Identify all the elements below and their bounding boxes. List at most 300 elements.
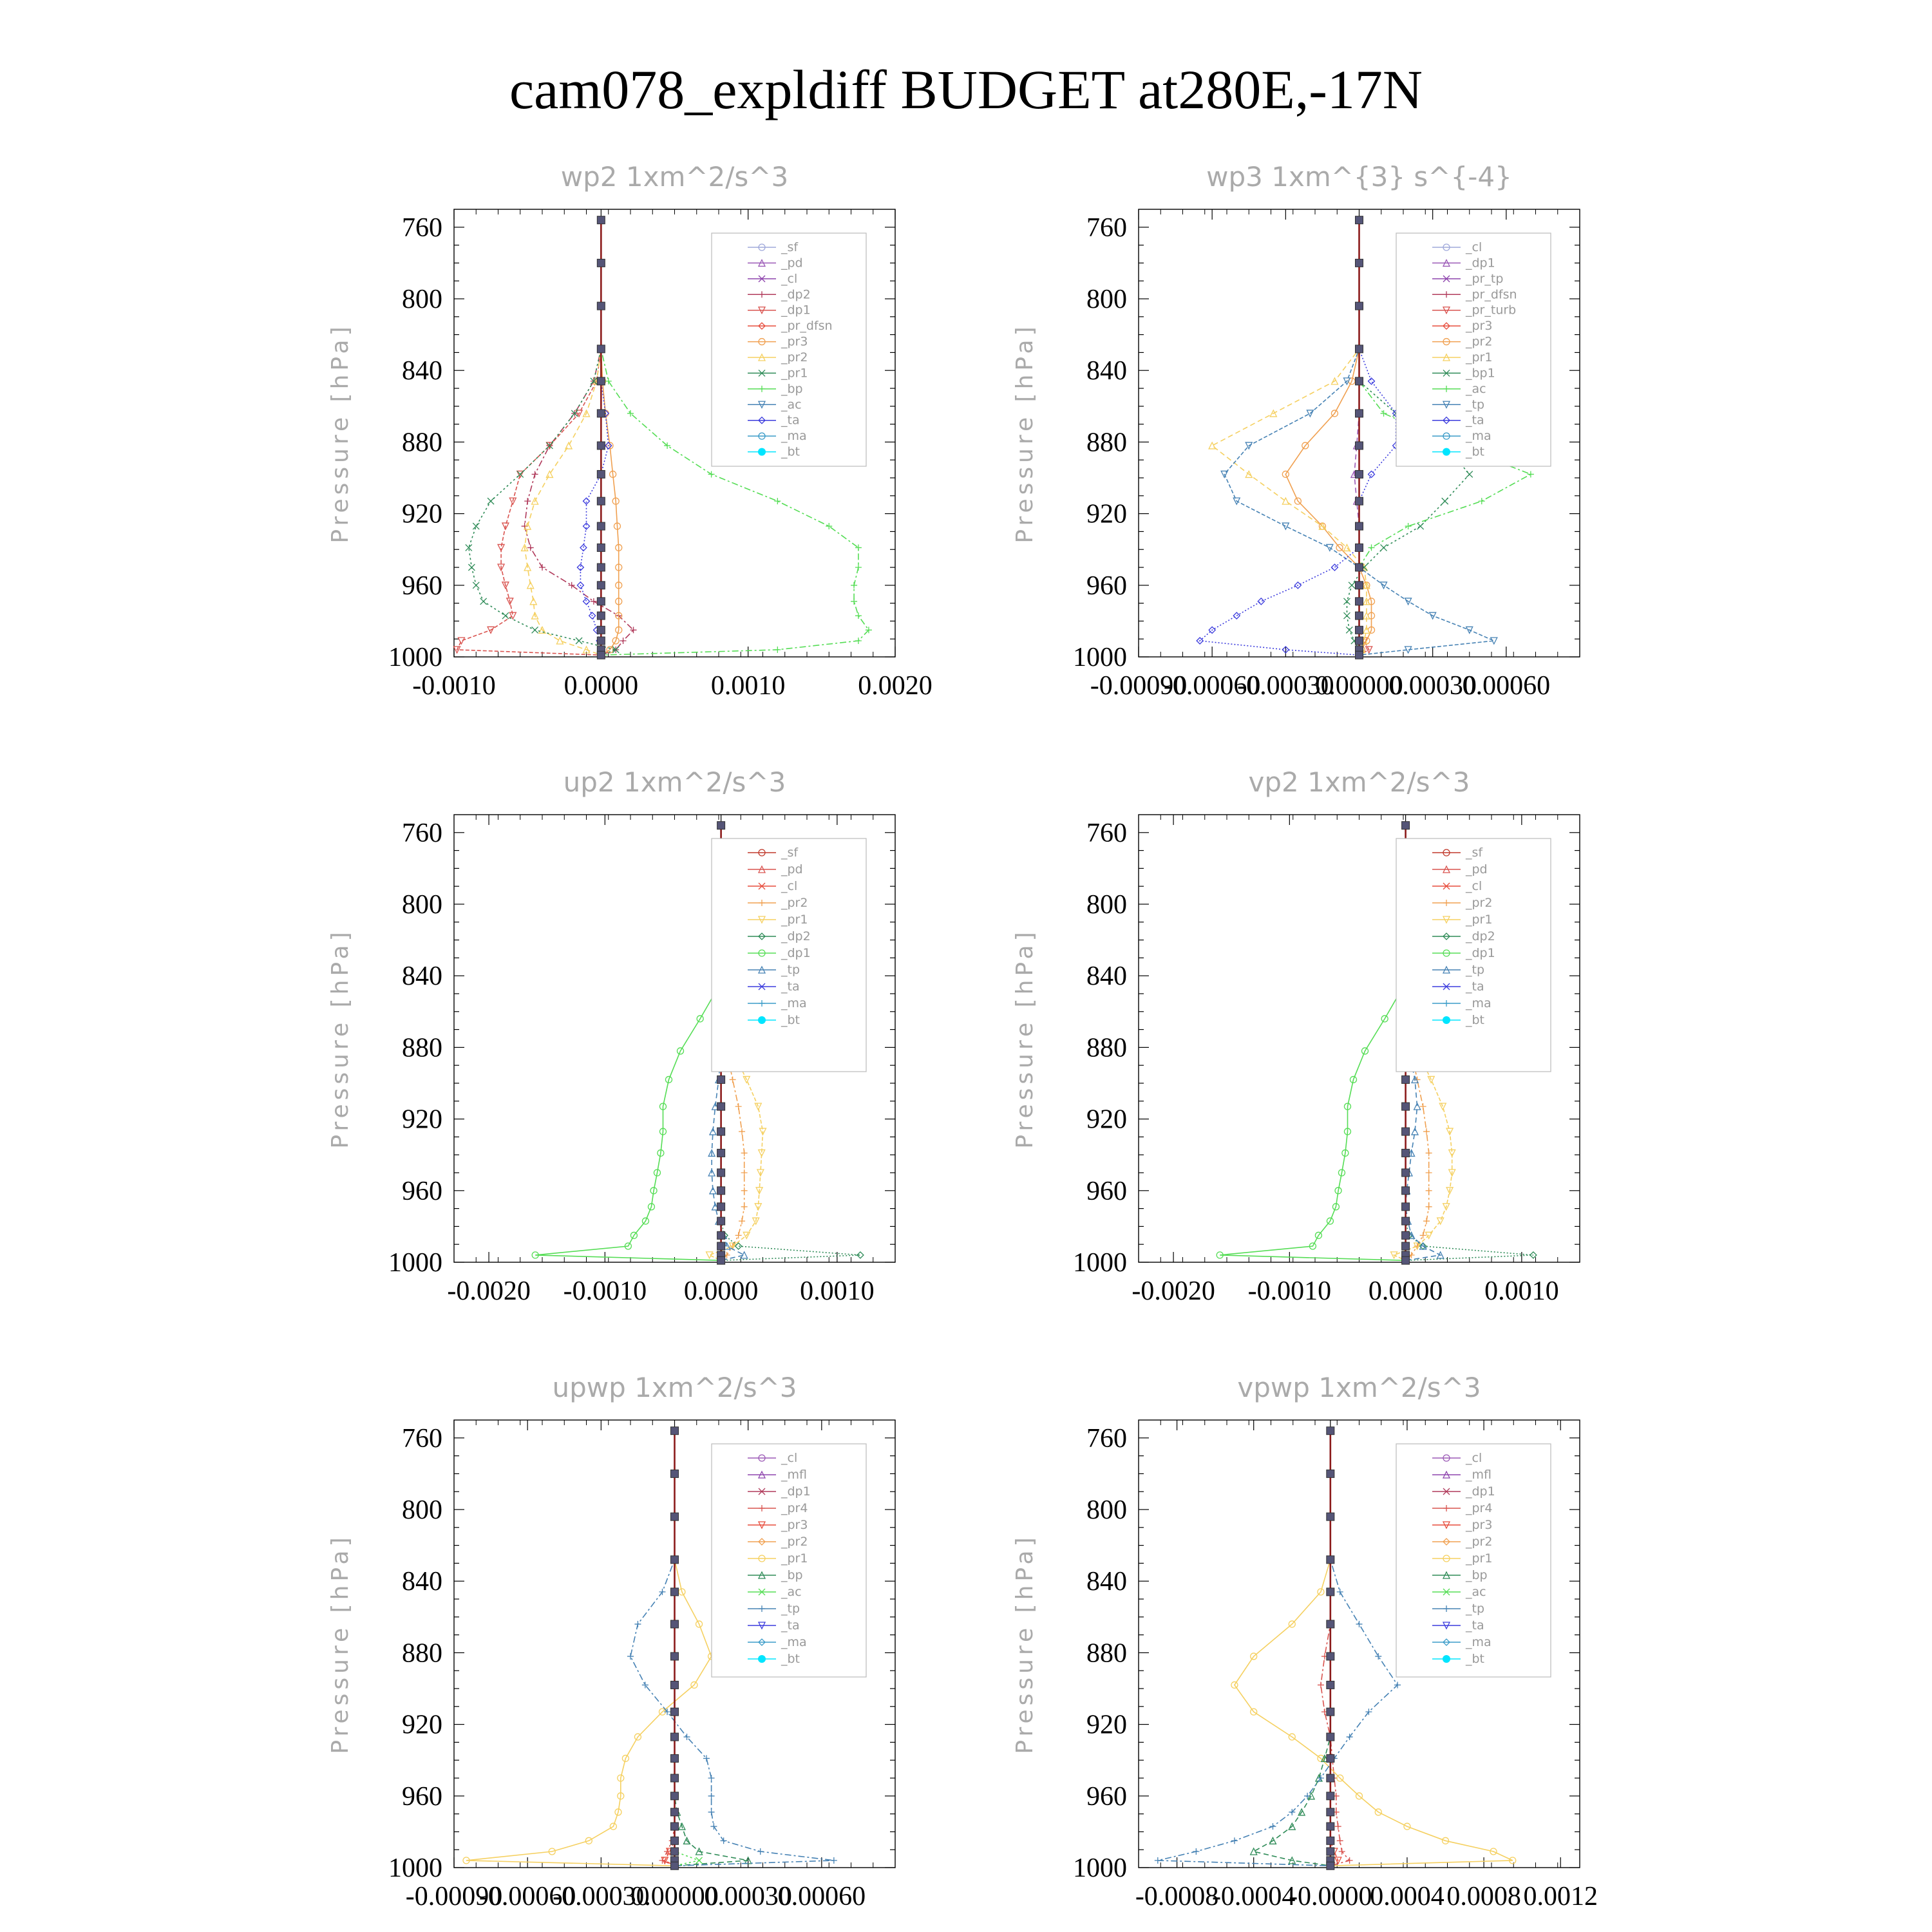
zero-marker bbox=[1356, 259, 1363, 267]
x-tick-label: -0.00090 bbox=[405, 1882, 503, 1911]
zero-marker bbox=[717, 1187, 725, 1195]
data-point bbox=[1349, 582, 1355, 589]
chart-panel-2 bbox=[1012, 161, 1580, 701]
x-tick-label: 0.00000 bbox=[1315, 671, 1403, 701]
x-tick-label: 0.00060 bbox=[1462, 671, 1551, 701]
y-tick-label: 880 bbox=[402, 1638, 442, 1669]
data-point bbox=[708, 1809, 715, 1815]
x-tick-label: -0.0010 bbox=[563, 1276, 647, 1306]
legend-label: _pr4 bbox=[1466, 1501, 1493, 1515]
zero-marker bbox=[597, 497, 605, 505]
data-point bbox=[627, 1653, 634, 1660]
y-axis-label: Pressure [hPa] bbox=[327, 323, 354, 544]
y-tick-label: 840 bbox=[402, 356, 442, 386]
y-tick-label: 840 bbox=[1086, 356, 1127, 386]
data-point bbox=[741, 1188, 748, 1194]
data-point bbox=[1420, 1232, 1426, 1238]
legend-label: _pr2 bbox=[781, 350, 808, 365]
legend-label: _pr2 bbox=[781, 1535, 808, 1549]
data-point bbox=[696, 1857, 703, 1864]
data-point bbox=[583, 598, 590, 605]
y-tick-label: 920 bbox=[402, 1104, 442, 1135]
y-tick-label: 960 bbox=[1086, 1176, 1127, 1206]
zero-marker bbox=[1402, 1231, 1410, 1239]
zero-marker bbox=[1327, 1556, 1334, 1564]
legend-label: _cl bbox=[781, 271, 798, 286]
legend-marker bbox=[758, 448, 766, 456]
data-point bbox=[735, 1243, 742, 1249]
legend-label: _cl bbox=[781, 879, 798, 893]
legend-label: _pr2 bbox=[1466, 1535, 1493, 1549]
zero-marker bbox=[597, 612, 605, 620]
y-tick-label: 920 bbox=[1086, 499, 1127, 529]
zero-marker bbox=[1327, 1620, 1334, 1628]
legend-label: _pr1 bbox=[1466, 350, 1493, 365]
zero-marker bbox=[717, 1103, 725, 1110]
data-point bbox=[1442, 498, 1448, 504]
legend-label: _pr_tp bbox=[1466, 271, 1504, 286]
zero-marker bbox=[671, 1848, 679, 1855]
zero-marker bbox=[1327, 1808, 1334, 1816]
legend-label: _pr3 bbox=[1466, 1518, 1493, 1532]
y-tick-label: 840 bbox=[1086, 1567, 1127, 1597]
x-tick-label: 0.0020 bbox=[858, 671, 933, 701]
zero-marker bbox=[597, 564, 605, 571]
y-tick-label: 880 bbox=[1086, 1638, 1127, 1669]
zero-marker bbox=[1356, 544, 1363, 551]
series-tp bbox=[1155, 1428, 1401, 1870]
data-point bbox=[539, 564, 545, 571]
data-point bbox=[1368, 378, 1375, 384]
legend-label: _ma bbox=[781, 429, 807, 444]
zero-marker bbox=[671, 1513, 679, 1520]
data-point bbox=[1479, 498, 1485, 504]
series-pr2 bbox=[1282, 217, 1374, 659]
series-line bbox=[469, 220, 616, 656]
zero-marker bbox=[597, 582, 605, 589]
zero-marker bbox=[597, 637, 605, 645]
data-point bbox=[855, 564, 862, 571]
legend-marker bbox=[1443, 1016, 1450, 1024]
y-tick-label: 960 bbox=[402, 1176, 442, 1206]
zero-marker bbox=[671, 1470, 679, 1477]
data-point bbox=[1269, 1823, 1276, 1830]
zero-marker bbox=[1327, 1848, 1334, 1855]
legend-label: _bt bbox=[1466, 1652, 1485, 1666]
data-point bbox=[1318, 1681, 1324, 1688]
x-tick-label: 0.0012 bbox=[1523, 1882, 1598, 1911]
legend-label: _tp bbox=[781, 963, 800, 977]
y-tick-label: 800 bbox=[402, 1495, 442, 1525]
zero-marker bbox=[1327, 1681, 1334, 1689]
y-tick-label: 760 bbox=[402, 213, 442, 243]
zero-marker bbox=[1356, 302, 1363, 310]
zero-marker bbox=[717, 1169, 725, 1177]
legend-label: _bp bbox=[1466, 1568, 1488, 1582]
zero-marker bbox=[597, 626, 605, 634]
x-tick-label: 0.00030 bbox=[1388, 671, 1477, 701]
x-tick-label: 0.0000 bbox=[564, 671, 639, 701]
zero-marker bbox=[597, 216, 605, 224]
y-tick-label: 880 bbox=[1086, 1033, 1127, 1063]
data-point bbox=[1466, 471, 1473, 477]
series-line bbox=[663, 1431, 675, 1866]
zero-marker bbox=[671, 1774, 679, 1782]
legend-marker bbox=[758, 1016, 766, 1024]
data-point bbox=[517, 471, 524, 477]
legend-label: _tp bbox=[781, 1602, 800, 1616]
legend-label: _bt bbox=[781, 1652, 800, 1666]
data-point bbox=[1258, 598, 1264, 605]
data-point bbox=[1331, 564, 1338, 571]
zero-marker bbox=[1356, 216, 1363, 224]
zero-marker bbox=[1327, 1792, 1334, 1800]
data-point bbox=[1405, 523, 1412, 529]
data-point bbox=[1343, 598, 1350, 605]
series-pr1 bbox=[466, 217, 619, 659]
panel-title: vpwp 1xm^2/s^3 bbox=[1237, 1372, 1481, 1403]
legend-label: _ac bbox=[1466, 1585, 1486, 1599]
x-tick-label: 0.0010 bbox=[800, 1276, 875, 1306]
legend-label: _dp2 bbox=[1466, 929, 1495, 943]
y-tick-label: 960 bbox=[1086, 571, 1127, 601]
zero-marker bbox=[671, 1653, 679, 1660]
data-point bbox=[735, 1232, 742, 1238]
data-point bbox=[774, 647, 781, 653]
series-line bbox=[675, 1431, 699, 1866]
legend-label: _bt bbox=[781, 1013, 800, 1027]
y-tick-label: 880 bbox=[402, 428, 442, 458]
zero-marker bbox=[671, 1808, 679, 1816]
data-point bbox=[1337, 1589, 1343, 1595]
data-point bbox=[1426, 1150, 1432, 1156]
series-dp1 bbox=[454, 217, 605, 659]
data-point bbox=[1356, 1621, 1363, 1627]
data-point bbox=[741, 1150, 748, 1156]
y-tick-label: 920 bbox=[1086, 1710, 1127, 1740]
data-point bbox=[741, 1204, 748, 1210]
data-point bbox=[468, 564, 475, 571]
series-line bbox=[525, 220, 601, 656]
legend bbox=[712, 1444, 866, 1677]
legend-label: _sf bbox=[781, 240, 799, 254]
legend-label: _pr4 bbox=[781, 1501, 808, 1515]
legend-label: _pr3 bbox=[781, 1518, 808, 1532]
legend-label: _ta bbox=[781, 980, 800, 994]
zero-marker bbox=[717, 1075, 725, 1083]
zero-marker bbox=[1356, 598, 1363, 605]
legend-label: _ma bbox=[781, 1635, 807, 1649]
zero-marker bbox=[1327, 1427, 1334, 1435]
data-point bbox=[708, 1793, 715, 1799]
y-tick-label: 840 bbox=[402, 1567, 442, 1597]
data-point bbox=[710, 1823, 717, 1830]
zero-marker bbox=[1327, 1733, 1334, 1741]
series-line bbox=[525, 220, 634, 656]
legend bbox=[712, 233, 866, 466]
data-point bbox=[1335, 1823, 1341, 1830]
data-point bbox=[1339, 1848, 1345, 1855]
legend-label: _mfl bbox=[1466, 1468, 1492, 1482]
series-line bbox=[1200, 220, 1396, 656]
zero-marker bbox=[1327, 1708, 1334, 1716]
legend-label: _pr_turb bbox=[1466, 303, 1517, 317]
y-tick-label: 1000 bbox=[388, 643, 442, 672]
data-point bbox=[1337, 1837, 1343, 1844]
zero-marker bbox=[717, 1203, 725, 1211]
zero-marker bbox=[1327, 1823, 1334, 1830]
y-tick-label: 760 bbox=[1086, 1423, 1127, 1454]
data-point bbox=[532, 471, 538, 477]
y-tick-label: 800 bbox=[1086, 285, 1127, 314]
zero-marker bbox=[671, 1620, 679, 1628]
data-point bbox=[831, 1857, 837, 1864]
series-line bbox=[1220, 826, 1405, 1261]
series-line bbox=[535, 826, 721, 1261]
data-point bbox=[1231, 1837, 1238, 1844]
y-axis-label: Pressure [hPa] bbox=[1012, 928, 1038, 1149]
zero-marker bbox=[717, 1242, 725, 1250]
zero-marker bbox=[717, 1256, 725, 1264]
series-line bbox=[601, 220, 618, 656]
series-ta bbox=[577, 217, 611, 659]
zero-marker bbox=[717, 1217, 725, 1225]
x-tick-label: -0.00060 bbox=[478, 1882, 576, 1911]
data-point bbox=[1426, 1188, 1432, 1194]
zero-marker bbox=[1402, 1256, 1410, 1264]
zero-marker bbox=[671, 1754, 679, 1762]
data-point bbox=[1426, 1170, 1432, 1176]
data-point bbox=[1426, 1204, 1432, 1210]
x-tick-label: 0.00030 bbox=[704, 1882, 792, 1911]
x-tick-label: -0.0020 bbox=[447, 1276, 531, 1306]
legend-label: _dp1 bbox=[781, 946, 811, 960]
legend-label: _ta bbox=[781, 413, 800, 428]
data-point bbox=[583, 498, 590, 504]
x-tick-label: -0.00090 bbox=[1090, 671, 1188, 701]
y-tick-label: 880 bbox=[402, 1033, 442, 1063]
y-axis-label: Pressure [hPa] bbox=[1012, 323, 1038, 544]
panel-title: up2 1xm^2/s^3 bbox=[563, 766, 786, 798]
data-point bbox=[1420, 1103, 1426, 1110]
data-point bbox=[1381, 544, 1387, 551]
data-point bbox=[721, 1837, 727, 1844]
data-point bbox=[1347, 1857, 1353, 1864]
series-line bbox=[1212, 220, 1367, 656]
zero-marker bbox=[1402, 1128, 1410, 1135]
data-point bbox=[708, 1775, 715, 1781]
panel-title: wp2 1xm^2/s^3 bbox=[560, 161, 789, 193]
data-point bbox=[739, 1218, 745, 1224]
zero-marker bbox=[1402, 1103, 1410, 1110]
series-line bbox=[1158, 1431, 1397, 1866]
y-tick-label: 960 bbox=[402, 1781, 442, 1812]
legend-label: _pr_dfsn bbox=[1466, 287, 1517, 302]
zero-marker bbox=[1356, 582, 1363, 589]
zero-marker bbox=[1356, 651, 1363, 659]
zero-marker bbox=[597, 544, 605, 551]
x-tick-label: -0.0020 bbox=[1132, 1276, 1215, 1306]
y-axis-label: Pressure [hPa] bbox=[1012, 1533, 1038, 1754]
zero-marker bbox=[671, 1556, 679, 1564]
chart-panel-3 bbox=[327, 766, 895, 1306]
legend-label: _dp1 bbox=[1466, 946, 1495, 960]
y-tick-label: 840 bbox=[1086, 961, 1127, 992]
y-tick-label: 880 bbox=[1086, 428, 1127, 458]
data-point bbox=[524, 498, 531, 504]
zero-marker bbox=[1402, 1169, 1410, 1177]
legend-marker bbox=[1443, 1655, 1450, 1663]
data-point bbox=[1417, 523, 1424, 529]
y-tick-label: 800 bbox=[402, 285, 442, 314]
legend-label: _ta bbox=[1466, 980, 1484, 994]
legend-label: _pr1 bbox=[781, 1551, 808, 1566]
legend-label: _ma bbox=[1466, 996, 1492, 1010]
chart-panel-5 bbox=[327, 1372, 895, 1911]
zero-marker bbox=[717, 1231, 725, 1239]
x-tick-label: -0.0010 bbox=[412, 671, 496, 701]
x-tick-label: 0.0000 bbox=[1368, 1276, 1443, 1306]
zero-marker bbox=[717, 1128, 725, 1135]
data-point bbox=[855, 612, 862, 619]
x-tick-label: -0.00030 bbox=[553, 1882, 650, 1911]
legend-label: _ta bbox=[1466, 1618, 1484, 1633]
legend-label: _sf bbox=[781, 846, 799, 860]
legend bbox=[1396, 838, 1551, 1072]
data-point bbox=[556, 638, 563, 644]
data-point bbox=[1423, 1218, 1430, 1224]
y-tick-label: 920 bbox=[1086, 1104, 1127, 1135]
data-point bbox=[706, 1252, 713, 1258]
zero-marker bbox=[671, 1862, 679, 1870]
zero-marker bbox=[671, 1681, 679, 1689]
y-tick-label: 1000 bbox=[388, 1248, 442, 1278]
legend-label: _pr1 bbox=[1466, 1551, 1493, 1566]
x-tick-label: 0.00000 bbox=[630, 1882, 719, 1911]
data-point bbox=[565, 442, 572, 449]
chart-panel-4 bbox=[1012, 766, 1580, 1306]
zero-marker bbox=[1402, 1187, 1410, 1195]
zero-marker bbox=[1327, 1837, 1334, 1844]
zero-marker bbox=[597, 345, 605, 353]
data-point bbox=[488, 498, 494, 504]
legend-label: _bt bbox=[1466, 444, 1485, 459]
legend-label: _dp1 bbox=[1466, 1484, 1495, 1499]
data-point bbox=[546, 471, 553, 477]
legend bbox=[712, 838, 866, 1072]
legend-label: _dp1 bbox=[781, 303, 811, 317]
zero-marker bbox=[671, 1792, 679, 1800]
zero-marker bbox=[717, 1149, 725, 1157]
x-tick-label: -0.0004 bbox=[1211, 1882, 1296, 1911]
zero-marker bbox=[1327, 1513, 1334, 1520]
legend-label: _cl bbox=[1466, 240, 1482, 254]
y-axis-label: Pressure [hPa] bbox=[327, 1533, 354, 1754]
zero-marker bbox=[1356, 626, 1363, 634]
zero-marker bbox=[671, 1708, 679, 1716]
x-tick-label: -0.0010 bbox=[1247, 1276, 1332, 1306]
zero-marker bbox=[1402, 822, 1410, 829]
data-point bbox=[774, 498, 781, 504]
x-tick-label: 0.0008 bbox=[1446, 1882, 1521, 1911]
data-point bbox=[851, 598, 857, 605]
zero-marker bbox=[1327, 1470, 1334, 1477]
legend-marker bbox=[1443, 448, 1450, 456]
zero-marker bbox=[1327, 1862, 1334, 1870]
data-point bbox=[741, 1252, 748, 1258]
legend-label: _pr2 bbox=[1466, 896, 1493, 910]
zero-marker bbox=[597, 522, 605, 530]
zero-marker bbox=[1356, 637, 1363, 645]
data-point bbox=[851, 582, 857, 589]
zero-marker bbox=[671, 1427, 679, 1435]
legend-label: _tp bbox=[1466, 963, 1485, 977]
legend-label: _bt bbox=[1466, 1013, 1485, 1027]
y-tick-label: 920 bbox=[402, 1710, 442, 1740]
zero-marker bbox=[597, 377, 605, 385]
zero-marker bbox=[1356, 612, 1363, 620]
zero-marker bbox=[671, 1837, 679, 1844]
zero-marker bbox=[1402, 1075, 1410, 1083]
panel-title: vp2 1xm^2/s^3 bbox=[1248, 766, 1470, 798]
data-point bbox=[1439, 1103, 1446, 1110]
legend-label: _pr1 bbox=[781, 366, 808, 381]
zero-marker bbox=[1327, 1774, 1334, 1782]
y-tick-label: 960 bbox=[1086, 1781, 1127, 1812]
legend-label: _tp bbox=[1466, 1602, 1485, 1616]
y-axis-label: Pressure [hPa] bbox=[327, 928, 354, 1149]
y-tick-label: 800 bbox=[402, 890, 442, 920]
data-point bbox=[1346, 627, 1352, 633]
zero-marker bbox=[597, 259, 605, 267]
chart-panel-1 bbox=[327, 161, 933, 701]
legend-label: _ta bbox=[781, 1618, 800, 1633]
legend bbox=[1396, 1444, 1551, 1677]
data-point bbox=[1343, 612, 1350, 619]
zero-marker bbox=[671, 1588, 679, 1596]
zero-marker bbox=[597, 302, 605, 310]
series-dp1 bbox=[532, 822, 724, 1264]
series-line bbox=[1331, 1431, 1338, 1866]
y-tick-label: 1000 bbox=[388, 1853, 442, 1883]
legend-label: _pr_dfsn bbox=[781, 319, 833, 334]
data-point bbox=[1423, 1128, 1430, 1135]
data-point bbox=[1193, 1848, 1199, 1855]
data-point bbox=[1155, 1857, 1161, 1864]
data-point bbox=[576, 638, 582, 644]
series-line bbox=[580, 220, 608, 656]
legend-label: _bp bbox=[781, 381, 803, 396]
zero-marker bbox=[671, 1733, 679, 1741]
data-point bbox=[757, 1848, 764, 1855]
legend-label: _dp1 bbox=[781, 1484, 811, 1499]
zero-marker bbox=[1356, 522, 1363, 530]
y-tick-label: 1000 bbox=[1073, 1853, 1127, 1883]
legend-label: _ma bbox=[1466, 429, 1492, 444]
y-tick-label: 1000 bbox=[1073, 1248, 1127, 1278]
legend-label: _pr2 bbox=[781, 896, 808, 910]
chart-panel-6 bbox=[1012, 1372, 1598, 1911]
legend-label: _pr3 bbox=[781, 334, 808, 349]
zero-marker bbox=[1402, 1217, 1410, 1225]
series-line bbox=[665, 1431, 674, 1866]
legend-label: _bp1 bbox=[1466, 366, 1495, 381]
legend bbox=[1396, 233, 1551, 466]
zero-marker bbox=[1356, 470, 1363, 478]
panel-title: wp3 1xm^{3} s^{-4} bbox=[1206, 161, 1512, 193]
zero-marker bbox=[1402, 1149, 1410, 1157]
y-tick-label: 760 bbox=[402, 1423, 442, 1454]
